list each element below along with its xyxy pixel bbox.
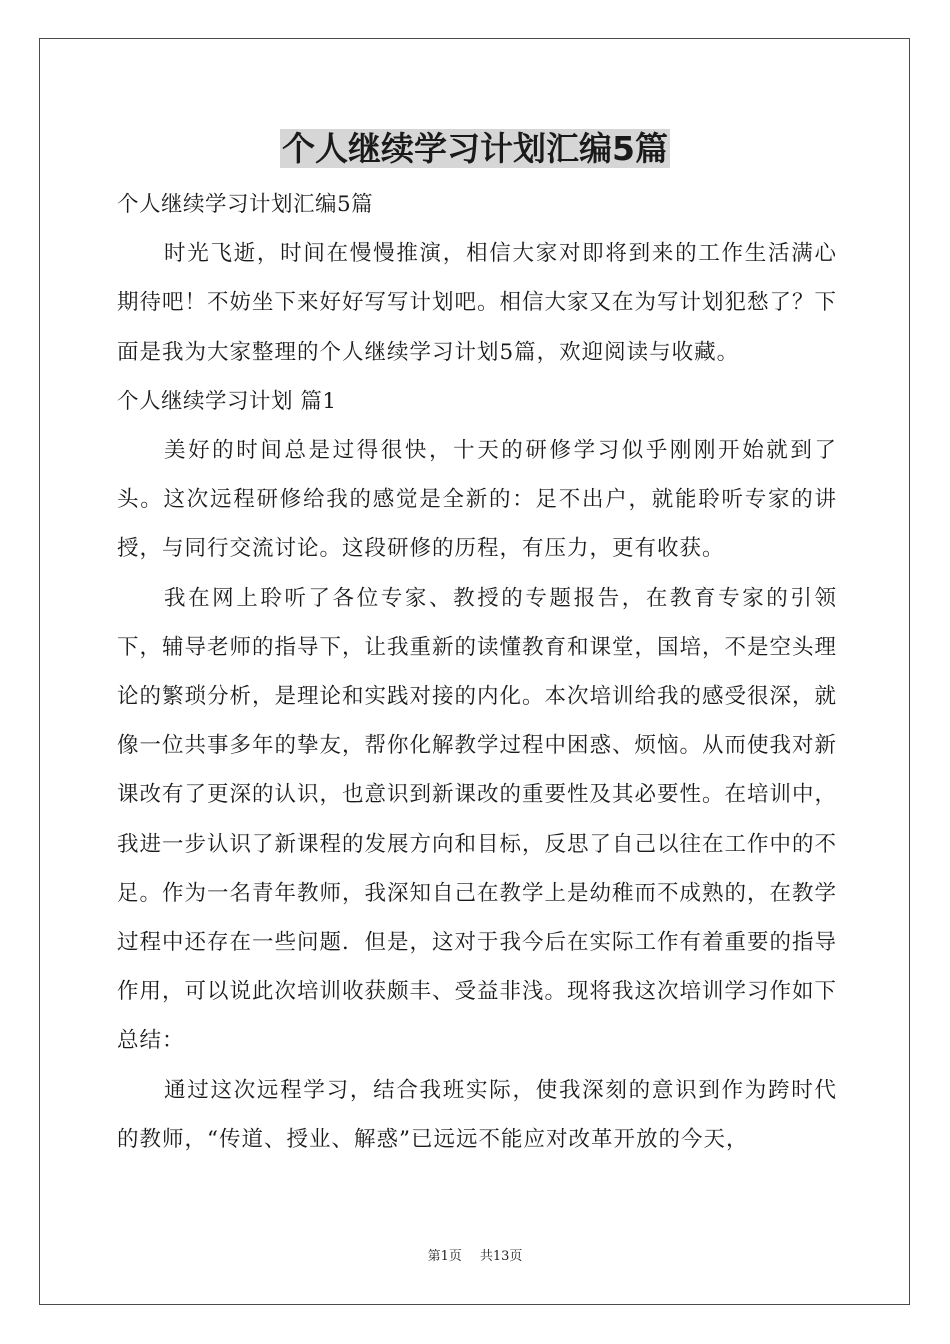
document-subtitle: 个人继续学习计划汇编5篇 xyxy=(117,192,374,217)
body-paragraph: 美好的时间总是过得很快，十天的研修学习似乎刚刚开始就到了头。这次远程研修给我的感觉是全新的：足不出户，就能聆听专家的讲授，与同行交流讨论。这段研修的历程，有压力，更有收获。 xyxy=(117,438,837,562)
body-paragraph: 通过这次远程学习，结合我班实际，使我深刻的意识到作为跨时代的教师，“传道、授业、解惑”已远远不能应对改革开放的今天， xyxy=(117,1077,837,1152)
intro-paragraph: 时光飞逝，时间在慢慢推演，相信大家对即将到来的工作生活满心期待吧！不妨坐下来好好写写计划吧。相信大家又在为写计划犯愁了？下面是我为大家整理的个人继续学习计划5篇，欢迎阅读与收藏。 xyxy=(117,241,838,365)
section-heading: 个人继续学习计划 篇1 xyxy=(117,388,337,414)
document-body xyxy=(117,180,837,1164)
document-title xyxy=(0,126,950,172)
page-total: 共13页 xyxy=(479,1249,523,1264)
document-title-text: 个人继续学习计划汇编5篇 xyxy=(282,129,668,168)
page-number: 第1页 xyxy=(427,1249,462,1264)
page-footer xyxy=(0,1245,950,1264)
body-paragraph: 我在网上聆听了各位专家、教授的专题报告，在教育专家的引领下，辅导老师的指导下，让我重新的读懂教育和课堂，国培，不是空头理论的繁琐分析，是理论和实践对接的内化。本次培训给我的感受很深，就像一位共事多年的挚友，帮你化解教学过程中困惑、烦恼。从而使我对新课改有了更深的认识，也意识到新课改的重要性及其必要性。在培训中，我进一步认识了新课程的发展方向和目标，反思了自己以往在工作中的不足。作为一名青年教师，我深知自己在教学上是幼稚而不成熟的，在教学过程中还存在一些问题．但是，这对于我今后在实际工作有着重要的指导作用，可以说此次培训收获颇丰、受益非浅。现将我这次培训学习作如下总结： xyxy=(117,585,838,1054)
